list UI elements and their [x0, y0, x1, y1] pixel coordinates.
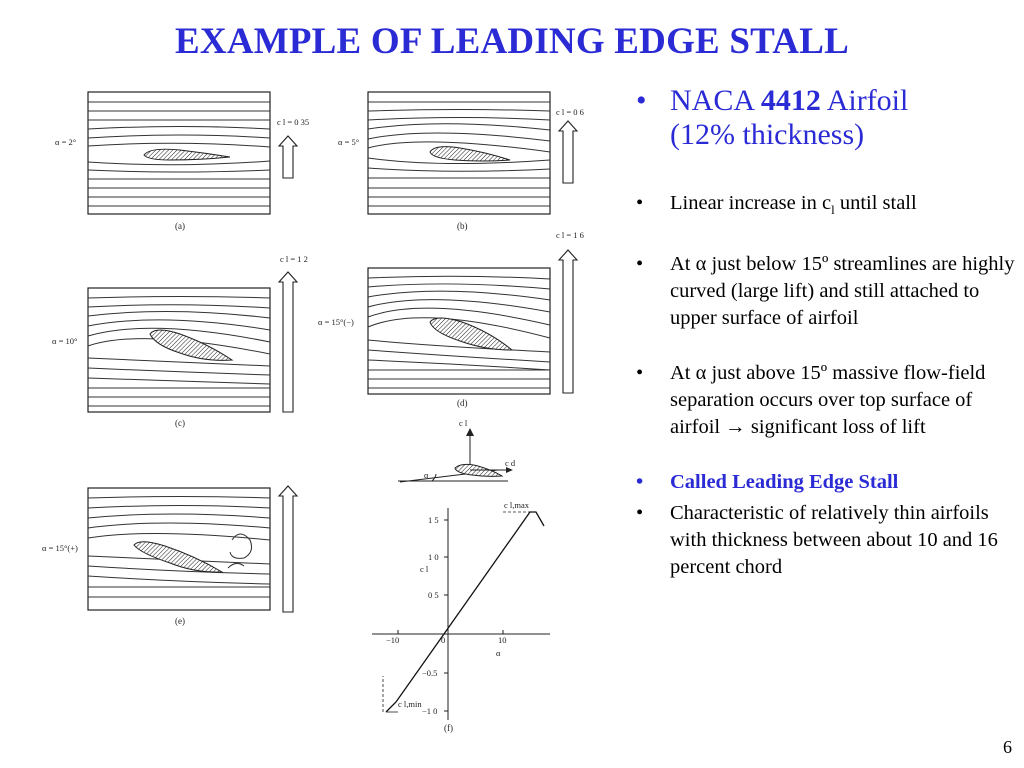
y-ticks [422, 515, 448, 716]
bullet-text: Called Leading Edge Stall [670, 471, 899, 494]
lift-arrow-icon [279, 486, 297, 612]
bullet-list [636, 84, 1016, 609]
lift-curve-line [386, 512, 544, 712]
clmin-label: c l,min [398, 699, 422, 709]
bullet-text: At α just above 15º massive flow-field separation occurs over top surface of airfoil → significant loss of lift [670, 362, 986, 439]
bullet-naca-airfoil [636, 84, 1016, 152]
x-tick-label: 10 [498, 635, 507, 645]
plot-caption: (f) [444, 723, 453, 733]
y-tick-label: 0 [441, 635, 446, 645]
lift-arrow-icon [559, 250, 577, 393]
bullet-dot: • [636, 84, 647, 117]
bullet-characteristic [636, 500, 1016, 581]
panel-b-alpha: α = 5° [338, 137, 360, 147]
bullet-leading-edge-stall [636, 469, 1016, 496]
bullet-dot: • [636, 192, 644, 214]
bullet-just-above [636, 360, 1016, 441]
bullet-text [670, 192, 917, 218]
bullet-text [670, 84, 908, 151]
y-tick-label: −0.5 [422, 668, 438, 678]
y-tick-label: 1 5 [428, 515, 439, 525]
lift-arrow-icon [559, 121, 577, 183]
x-axis-label: α [496, 648, 501, 658]
panel-b [338, 92, 584, 231]
airfoil-shape [134, 542, 222, 572]
x-ticks [386, 630, 507, 645]
page-number: 6 [1003, 737, 1012, 757]
naca-number: 4412 [760, 84, 821, 117]
clmax-label: c l,max [504, 500, 530, 510]
inset-cl-label: c l [459, 418, 468, 428]
naca-suffix: Airfoil [820, 84, 909, 117]
x-tick-label: −10 [386, 635, 400, 645]
panel-a-cl: c l = 0 35 [277, 117, 310, 127]
bullet-dot: • [636, 502, 644, 525]
bullet-just-below [636, 251, 1016, 332]
panel-a-alpha: α = 2° [55, 137, 77, 147]
airfoil-shape [430, 147, 510, 161]
panel-d-cl: c l = 1 6 [556, 230, 584, 240]
force-diagram [398, 418, 516, 482]
panel-c-alpha: α = 10° [52, 336, 78, 346]
panel-e-streamlines [88, 497, 270, 598]
inset-cd-label: c d [505, 458, 516, 468]
panel-e-alpha: α = 15°(+) [42, 543, 78, 553]
panel-a [55, 92, 309, 231]
bullet-text: At α just below 15º streamlines are highly curved (large lift) and still attached to upper surface of airfoil [670, 253, 1015, 330]
panel-c-cl: c l = 1 2 [280, 254, 308, 264]
lift-arrow-icon [279, 136, 297, 178]
panel-c-caption: (c) [175, 418, 185, 428]
bullet-linear-increase [636, 190, 1016, 223]
airfoil-shape [144, 149, 230, 160]
panel-d [318, 230, 584, 408]
linear-suffix: until stall [834, 192, 917, 214]
naca-thickness: (12% thickness) [670, 118, 865, 151]
y-axis-label: c l [420, 564, 429, 574]
panel-e-caption: (e) [175, 616, 185, 626]
panel-d-alpha: α = 15°(−) [318, 317, 354, 327]
bullet-text: Characteristic of relatively thin airfoils with thickness between about 10 and 16 percent chord [670, 502, 998, 579]
panel-c [52, 254, 308, 428]
y-tick-label: −1 0 [422, 706, 438, 716]
slide-title: EXAMPLE OF LEADING EDGE STALL [175, 21, 849, 62]
airfoil-shape [430, 318, 512, 350]
panel-a-caption: (a) [175, 221, 185, 231]
y-tick-label: 0 5 [428, 590, 439, 600]
panel-b-cl: c l = 0 6 [556, 107, 584, 117]
cl-subscript: l [831, 202, 835, 218]
lift-arrow-icon [279, 272, 297, 412]
bullet-dot: • [636, 471, 644, 494]
inset-alpha-label: α [424, 470, 429, 480]
lift-curve-plot [372, 500, 550, 733]
panel-e [42, 486, 297, 626]
naca-prefix: NACA [670, 84, 761, 117]
y-tick-label: 1 0 [428, 552, 439, 562]
panel-d-caption: (d) [457, 398, 468, 408]
bullet-dot: • [636, 362, 644, 385]
panel-b-caption: (b) [457, 221, 468, 231]
bullet-dot: • [636, 253, 644, 276]
linear-text: Linear increase in c [670, 192, 832, 214]
